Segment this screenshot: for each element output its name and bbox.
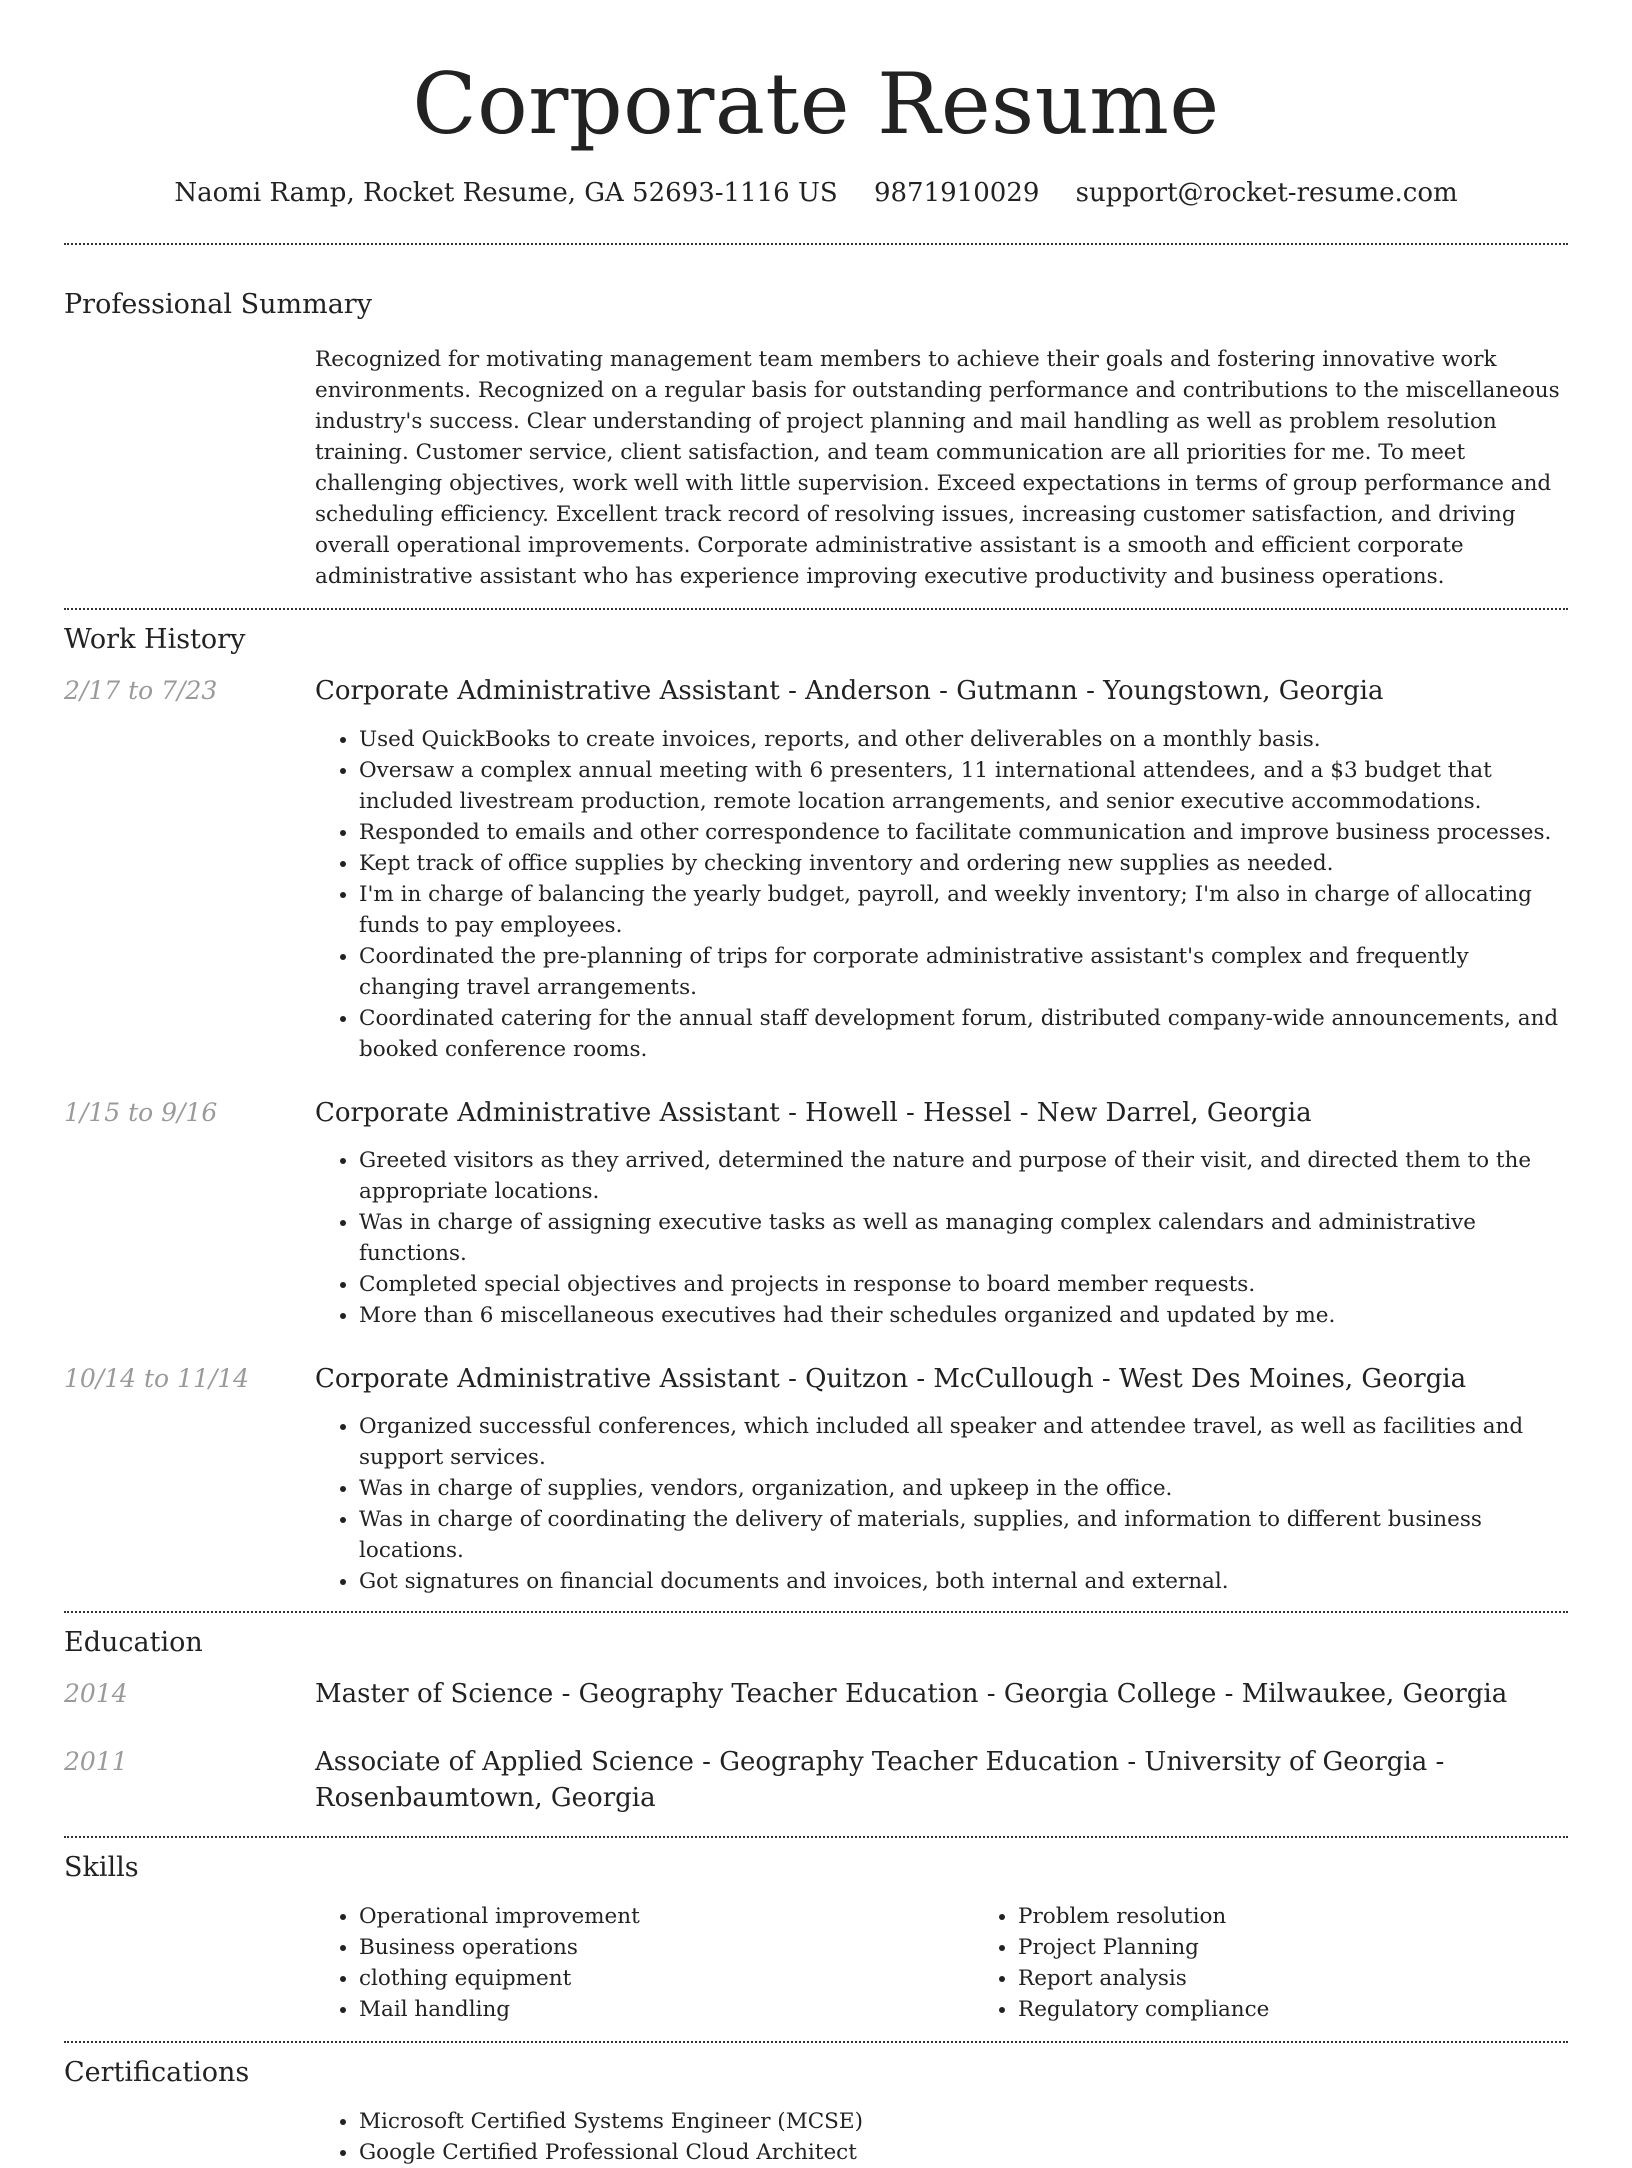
job-title: Corporate Administrative Assistant - Anderson - Gutmann - Youngstown, Georgia xyxy=(315,676,1384,707)
summary-text: Recognized for motivating management team members to achieve their goals and fostering innovative work environments. Recognized on a regular basis for outstanding performance and contributions to the miscellaneous industry's success. Clear understanding of project planning and mail handling as well as problem resolution training. Customer service, client satisfaction, and team communication are all priorities for me. To meet challenging objectives, work well with little supervision. Exceed expectations in terms of group performance and scheduling efficiency. Excellent track record of resolving issues, increasing customer satisfaction, and driving overall operational improvements. Corporate administrative assistant is a smooth and efficient corporate administrative assistant who has experience improving executive productivity and business operations. xyxy=(315,347,1560,590)
skills-spacer xyxy=(64,1901,315,2025)
skill-item: • Report analysis xyxy=(1018,1963,1632,1994)
divider xyxy=(64,2041,1568,2043)
skills-list-right xyxy=(974,1901,1632,2025)
education-year: 2011 xyxy=(64,1747,128,1777)
job-title: Corporate Administrative Assistant - Howell - Hessel - New Darrel, Georgia xyxy=(315,1097,1312,1128)
contact-address: Naomi Ramp, Rocket Resume, GA 52693-1116 US xyxy=(174,178,838,208)
education-title: Master of Science - Geography Teacher Education - Georgia College - Milwaukee, Georgia xyxy=(315,1679,1508,1710)
list-item: • Greeted visitors as they arrived, determined the nature and purpose of their visit, and directed them to the appropriate locations. xyxy=(359,1145,1568,1207)
list-item: • Was in charge of coordinating the delivery of materials, supplies, and information to different business locations. xyxy=(359,1504,1568,1566)
list-item: • Completed special objectives and projects in response to board member requests. xyxy=(359,1269,1568,1300)
list-item: • Coordinated catering for the annual staff development forum, distributed company-wide announcements, and booked conference rooms. xyxy=(359,1003,1568,1065)
skill-item: • clothing equipment xyxy=(359,1963,974,1994)
list-item: • Coordinated the pre-planning of trips for corporate administrative assistant's complex and frequently changing travel arrangements. xyxy=(359,941,1568,1003)
list-item: • More than 6 miscellaneous executives had their schedules organized and updated by me. xyxy=(359,1300,1568,1331)
education-year: 2014 xyxy=(64,1679,128,1709)
list-item: • Kept track of office supplies by checking inventory and ordering new supplies as needed. xyxy=(359,848,1568,879)
list-item: • Oversaw a complex annual meeting with 6 presenters, 11 international attendees, and a $3 budget that included livestream production, remote location arrangements, and senior executive accommodations. xyxy=(359,755,1568,817)
job-entry xyxy=(64,1361,1568,1597)
skill-item: • Business operations xyxy=(359,1932,974,1963)
section-heading-certifications: Certifications xyxy=(64,2057,250,2089)
education-entry xyxy=(64,1676,1568,1712)
resume-title: Corporate Resume xyxy=(412,55,1220,153)
skill-item: • Regulatory compliance xyxy=(1018,1994,1632,2025)
job-entry xyxy=(64,1095,1568,1331)
section-heading-education: Education xyxy=(64,1627,203,1659)
section-heading-work: Work History xyxy=(64,624,246,656)
skills-list-left xyxy=(315,1901,974,2025)
divider xyxy=(64,1836,1568,1838)
list-item: • Organized successful conferences, which included all speaker and attendee travel, as well as facilities and support services. xyxy=(359,1411,1568,1473)
certifications-list xyxy=(315,2106,1568,2168)
list-item: • Used QuickBooks to create invoices, reports, and other deliverables on a monthly basis. xyxy=(359,724,1568,755)
summary-spacer xyxy=(64,344,315,592)
section-heading-skills: Skills xyxy=(64,1852,139,1884)
job-dates: 2/17 to 7/23 xyxy=(64,676,218,706)
skill-item: • Mail handling xyxy=(359,1994,974,2025)
certification-item: • Microsoft Certified Systems Engineer (MCSE) xyxy=(359,2106,1568,2137)
job-title: Corporate Administrative Assistant - Quitzon - McCullough - West Des Moines, Georgia xyxy=(315,1363,1467,1394)
section-heading-summary: Professional Summary xyxy=(64,289,372,321)
list-item: • Responded to emails and other correspondence to facilitate communication and improve business processes. xyxy=(359,817,1568,848)
job-bullets xyxy=(315,1411,1568,1597)
skill-item: • Operational improvement xyxy=(359,1901,974,1932)
job-dates: 10/14 to 11/14 xyxy=(64,1363,250,1393)
skill-item: • Problem resolution xyxy=(1018,1901,1632,1932)
list-item: • I'm in charge of balancing the yearly budget, payroll, and weekly inventory; I'm also in charge of allocating funds to pay employees. xyxy=(359,879,1568,941)
certification-item: • Google Certified Professional Cloud Architect xyxy=(359,2137,1568,2168)
contact-line xyxy=(64,178,1568,209)
divider xyxy=(64,608,1568,610)
list-item: • Got signatures on financial documents and invoices, both internal and external. xyxy=(359,1566,1568,1597)
job-dates: 1/15 to 9/16 xyxy=(64,1097,218,1127)
divider xyxy=(64,1611,1568,1613)
job-bullets xyxy=(315,1145,1568,1331)
education-title: Associate of Applied Science - Geography Teacher Education - University of Georgia - Rosenbaumtown, Georgia xyxy=(315,1747,1445,1814)
contact-phone: 9871910029 xyxy=(873,178,1040,208)
resume-page xyxy=(64,0,1568,2168)
job-bullets xyxy=(315,724,1568,1065)
divider xyxy=(64,243,1568,245)
skill-item: • Project Planning xyxy=(1018,1932,1632,1963)
list-item: • Was in charge of supplies, vendors, organization, and upkeep in the office. xyxy=(359,1473,1568,1504)
job-entry xyxy=(64,673,1568,1064)
contact-email: support@rocket-resume.com xyxy=(1075,178,1458,208)
education-entry xyxy=(64,1744,1568,1816)
list-item: • Was in charge of assigning executive tasks as well as managing complex calendars and administrative functions. xyxy=(359,1207,1568,1269)
certifications-spacer xyxy=(64,2106,315,2168)
